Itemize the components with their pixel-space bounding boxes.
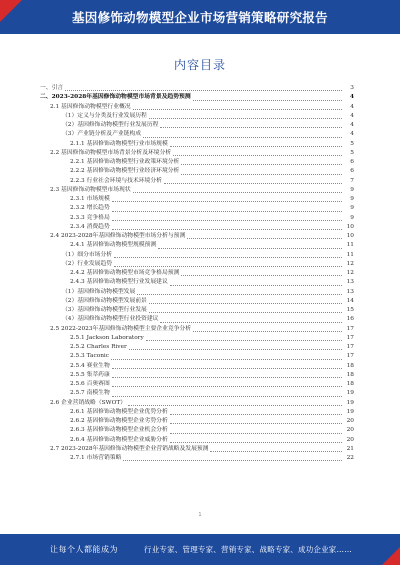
toc-entry[interactable] bbox=[40, 445, 354, 454]
toc-leader-dots bbox=[170, 146, 342, 147]
toc-heading: 内容目录 bbox=[173, 58, 226, 72]
toc-entry-label: 2.5.1 Jackson Laboratory bbox=[70, 334, 144, 341]
toc-leader-dots bbox=[160, 127, 342, 128]
toc-leader-dots bbox=[143, 137, 342, 138]
toc-entry[interactable] bbox=[40, 84, 354, 93]
toc-leader-dots bbox=[149, 118, 342, 119]
toc-entry[interactable] bbox=[40, 186, 354, 195]
toc-leader-dots bbox=[160, 322, 342, 323]
toc-leader-dots bbox=[112, 229, 342, 230]
toc-entry[interactable] bbox=[40, 195, 354, 204]
toc-entry-label: 2.2.1 基因修饰动物模型行业政策环境分析 bbox=[70, 159, 180, 165]
footer-slogan-left: 让每个人都能成为 bbox=[50, 545, 118, 554]
toc-leader-dots bbox=[170, 423, 342, 424]
toc-entry[interactable] bbox=[40, 278, 354, 287]
toc-entry-label: （2）行业发展趋势 bbox=[62, 260, 113, 267]
toc-leader-dots bbox=[181, 174, 342, 175]
toc-entry[interactable] bbox=[40, 232, 354, 241]
toc-leader-dots bbox=[112, 396, 342, 397]
toc-entry[interactable] bbox=[40, 177, 354, 186]
toc-entry-label: （2）基因修饰动物模型行业发展历程 bbox=[62, 122, 159, 128]
toc-leader-dots bbox=[65, 90, 342, 91]
toc-entry-label: 2.3.1 市场规模 bbox=[70, 196, 110, 202]
toc-entry[interactable] bbox=[40, 297, 354, 306]
toc-entry[interactable] bbox=[40, 140, 354, 149]
toc-leader-dots bbox=[137, 294, 342, 295]
toc-entry[interactable] bbox=[40, 343, 354, 352]
toc-leader-dots bbox=[146, 340, 342, 341]
toc-entry-page: 7 bbox=[350, 177, 354, 184]
toc-entry-label: 2.3.2 增长趋势 bbox=[70, 205, 110, 212]
toc-entry[interactable] bbox=[40, 103, 354, 112]
toc-entry-label: 2.1.1 基因修饰动物模型行业市场规模 bbox=[70, 140, 168, 147]
corner-decoration bbox=[0, 0, 22, 22]
toc-entry-label: 2.2.3 行业社会环境与技术环境分析 bbox=[70, 177, 162, 184]
toc-entry-label: 2.6.3 基因修饰动物模型企业机会分析 bbox=[70, 427, 168, 434]
toc-entry-label: 2.7.1 市场营销策略 bbox=[70, 455, 122, 461]
toc-entry-page: 18 bbox=[346, 371, 354, 378]
report-title: 基因修饰动物模型企业市场营销策略研究报告 bbox=[71, 10, 328, 25]
toc-entry[interactable] bbox=[40, 93, 354, 102]
toc-entry-label: 2.3 基因修饰动物模型市场现状 bbox=[50, 186, 131, 193]
toc-entry-label: 2.5.5 集萃药康 bbox=[70, 371, 110, 378]
toc-entry-page: 12 bbox=[346, 270, 354, 276]
footer-banner bbox=[0, 534, 400, 565]
toc-entry-page: 11 bbox=[346, 251, 354, 258]
toc-entry-label: 2.3.4 消费趋势 bbox=[70, 223, 110, 230]
toc-entry[interactable] bbox=[40, 158, 354, 167]
toc-entry[interactable] bbox=[40, 408, 354, 417]
toc-entry-page: 19 bbox=[346, 408, 354, 415]
toc-entry-page: 9 bbox=[350, 214, 354, 221]
toc-entry-label: 2.6.2 基因修饰动物模型企业劣势分析 bbox=[70, 418, 168, 424]
toc-entry-label: 2.7 2023-2028年基因修饰动物模型企业营销战略及发展预测 bbox=[50, 445, 209, 452]
toc-entry-page: 17 bbox=[346, 334, 354, 341]
toc-entry-page: 20 bbox=[346, 436, 354, 443]
toc-leader-dots bbox=[112, 368, 342, 369]
toc-entry-page: 10 bbox=[346, 233, 354, 239]
toc-entry[interactable] bbox=[40, 380, 354, 389]
toc-entry[interactable] bbox=[40, 389, 354, 398]
toc-leader-dots bbox=[133, 109, 342, 110]
toc-entry-label: 2.5 2022-2023年基因修饰动物模型主要企业竞争分析 bbox=[50, 325, 192, 332]
toc-leader-dots bbox=[193, 331, 342, 332]
toc-entry-page: 13 bbox=[346, 288, 354, 295]
toc-entry-page: 5 bbox=[350, 140, 354, 147]
toc-entry-label: 2.4.1 基因修饰动物模型规模预测 bbox=[70, 242, 157, 249]
toc-entry-label: （1）基因修饰动物模型发展 bbox=[62, 288, 136, 295]
toc-entry-page: 19 bbox=[346, 390, 354, 397]
toc-entry-page: 3 bbox=[350, 85, 354, 91]
toc-leader-dots bbox=[112, 220, 342, 221]
toc-entry-page: 17 bbox=[346, 344, 354, 350]
toc-leader-dots bbox=[133, 192, 342, 193]
toc-entry-label: 2.4.3 基因修饰动物模型行业发展建议 bbox=[70, 279, 168, 286]
toc-entry-label: （3）产业链分析及产业链构成 bbox=[62, 131, 142, 138]
report-header bbox=[0, 0, 400, 34]
toc-entry[interactable] bbox=[40, 399, 354, 408]
toc-entry[interactable] bbox=[40, 436, 354, 445]
toc-leader-dots bbox=[164, 183, 342, 184]
toc-entry-label: 2.4.2 基因修饰动物模型市场竞争格局预测 bbox=[70, 270, 180, 276]
toc-entry-label: 一、引言 bbox=[40, 85, 64, 91]
toc-entry-page: 4 bbox=[350, 103, 354, 110]
toc-entry-page: 16 bbox=[346, 316, 354, 323]
toc-entry[interactable] bbox=[40, 454, 354, 463]
toc-entry-label: 2.2 基因修饰动物模型市场背景分析及环境分析 bbox=[50, 149, 172, 156]
toc-entry[interactable] bbox=[40, 426, 354, 435]
toc-entry[interactable] bbox=[40, 130, 354, 139]
toc-entry[interactable] bbox=[40, 306, 354, 315]
toc-entry-label: 2.6.4 基因修饰动物模型企业威胁分析 bbox=[70, 436, 168, 443]
table-of-contents bbox=[40, 84, 354, 463]
toc-entry-page: 20 bbox=[346, 418, 354, 424]
toc-entry[interactable] bbox=[40, 223, 354, 232]
toc-leader-dots bbox=[114, 266, 342, 267]
toc-leader-dots bbox=[112, 211, 342, 212]
toc-leader-dots bbox=[112, 377, 342, 378]
toc-entry-page: 18 bbox=[346, 381, 354, 387]
toc-entry-page: 4 bbox=[349, 94, 354, 101]
toc-entry-label: （2）基因修饰动物模型发展前景 bbox=[62, 297, 147, 304]
toc-entry-label: 2.5.2 Charles River bbox=[70, 344, 127, 350]
toc-entry-page: 21 bbox=[346, 445, 354, 452]
toc-entry-page: 13 bbox=[346, 279, 354, 286]
toc-leader-dots bbox=[129, 349, 342, 350]
toc-entry-label: 2.4 2023-2028年基因修饰动物模型市场分析与预测 bbox=[50, 233, 186, 239]
toc-leader-dots bbox=[149, 303, 342, 304]
toc-entry-page: 17 bbox=[346, 353, 354, 360]
toc-entry-label: 2.5.3 Taconic bbox=[70, 353, 110, 360]
toc-leader-dots bbox=[112, 386, 342, 387]
toc-leader-dots bbox=[170, 442, 342, 443]
toc-leader-dots bbox=[111, 359, 342, 360]
toc-leader-dots bbox=[114, 257, 342, 258]
toc-entry[interactable] bbox=[40, 167, 354, 176]
toc-entry-label: 2.3.3 竞争格局 bbox=[70, 214, 110, 221]
toc-entry-page: 9 bbox=[350, 186, 354, 193]
toc-entry[interactable] bbox=[40, 121, 354, 130]
toc-entry[interactable] bbox=[40, 251, 354, 260]
toc-entry-page: 17 bbox=[346, 325, 354, 332]
toc-entry-label: 2.5.4 赛业生物 bbox=[70, 362, 110, 369]
toc-entry-page: 14 bbox=[346, 297, 354, 304]
toc-entry[interactable] bbox=[40, 241, 354, 250]
toc-entry-label: 2.5.7 南模生物 bbox=[70, 390, 110, 397]
toc-entry[interactable] bbox=[40, 269, 354, 278]
toc-entry-label: 2.6.1 基因修饰动物模型企业优势分析 bbox=[70, 408, 168, 415]
toc-leader-dots bbox=[181, 164, 342, 165]
toc-leader-dots bbox=[128, 405, 342, 406]
toc-leader-dots bbox=[170, 285, 342, 286]
toc-leader-dots bbox=[149, 312, 342, 313]
toc-entry[interactable] bbox=[40, 371, 354, 380]
toc-leader-dots bbox=[193, 100, 342, 101]
toc-entry-label: （3）基因修饰动物模型行业发展 bbox=[62, 307, 147, 313]
toc-leader-dots bbox=[173, 155, 342, 156]
toc-entry-label: 2.2.2 基因修饰动物模型行业经济环境分析 bbox=[70, 168, 180, 175]
toc-entry[interactable] bbox=[40, 334, 354, 343]
toc-entry-page: 19 bbox=[346, 399, 354, 406]
toc-entry[interactable] bbox=[40, 149, 354, 158]
toc-entry-page: 4 bbox=[350, 112, 354, 119]
toc-entry[interactable] bbox=[40, 288, 354, 297]
toc-entry[interactable] bbox=[40, 315, 354, 324]
toc-entry-page: 11 bbox=[346, 242, 354, 249]
toc-entry-page: 18 bbox=[346, 362, 354, 369]
toc-leader-dots bbox=[170, 414, 342, 415]
footer-slogan-right: 行业专家、管理专家、营销专家、战略专家、成功企业家…… bbox=[144, 545, 352, 554]
toc-entry-page: 9 bbox=[350, 196, 354, 202]
toc-leader-dots bbox=[210, 451, 342, 452]
toc-entry-label: 2.5.6 百奥赛图 bbox=[70, 381, 110, 387]
toc-leader-dots bbox=[170, 433, 342, 434]
toc-entry[interactable] bbox=[40, 362, 354, 371]
toc-entry-label: 2.1 基因修饰动物模型行业概况 bbox=[50, 103, 131, 110]
toc-entry-page: 4 bbox=[350, 122, 354, 128]
toc-entry[interactable] bbox=[40, 214, 354, 223]
toc-entry-page: 6 bbox=[350, 168, 354, 175]
toc-entry[interactable] bbox=[40, 352, 354, 361]
toc-entry-label: 二、2023-2028年基因修饰动物模型市场背景及趋势预测 bbox=[40, 94, 191, 101]
toc-entry-page: 20 bbox=[346, 427, 354, 434]
toc-entry-label: 2.6 企业营销战略（SWOT） bbox=[50, 399, 126, 406]
toc-entry-page: 6 bbox=[350, 159, 354, 165]
toc-entry-label: （1）定义与分类及行业发展历程 bbox=[62, 112, 147, 119]
toc-leader-dots bbox=[112, 201, 342, 202]
footer-corner-decoration bbox=[382, 547, 400, 565]
toc-entry-page: 9 bbox=[350, 205, 354, 212]
toc-entry-label: （1）细分市场分析 bbox=[62, 251, 113, 258]
toc-leader-dots bbox=[123, 460, 342, 461]
toc-entry-page: 4 bbox=[350, 131, 354, 138]
toc-entry-label: （4）基因修饰动物模型行业投资建议 bbox=[62, 316, 159, 323]
toc-entry[interactable] bbox=[40, 112, 354, 121]
toc-leader-dots bbox=[158, 248, 342, 249]
toc-entry[interactable] bbox=[40, 260, 354, 269]
toc-entry-page: 5 bbox=[350, 149, 354, 156]
toc-leader-dots bbox=[181, 275, 342, 276]
toc-entry[interactable] bbox=[40, 325, 354, 334]
toc-entry-page: 10 bbox=[346, 223, 354, 230]
toc-leader-dots bbox=[187, 238, 342, 239]
toc-entry-page: 15 bbox=[346, 307, 354, 313]
toc-entry[interactable] bbox=[40, 204, 354, 213]
page-number: 1 bbox=[198, 512, 202, 518]
toc-entry[interactable] bbox=[40, 417, 354, 426]
toc-entry-page: 12 bbox=[346, 260, 354, 267]
toc-entry-page: 22 bbox=[346, 455, 354, 461]
